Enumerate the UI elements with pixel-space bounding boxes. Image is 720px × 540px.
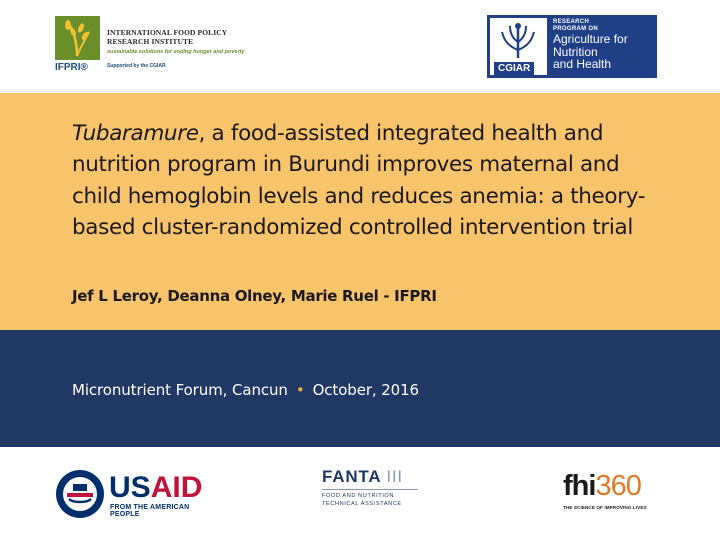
cgiar-plant-icon <box>490 18 547 62</box>
slide-authors: Jef L Leroy, Deanna Olney, Marie Ruel - IFPRI <box>72 287 437 305</box>
cgiar-line5: and Health <box>553 57 612 71</box>
cgiar-a4nh-logo <box>487 15 657 78</box>
fanta-word: FANTA <box>322 467 381 486</box>
event-date: October, 2016 <box>312 381 420 399</box>
slide-title <box>72 118 672 243</box>
fhi360-wordmark <box>563 471 663 501</box>
usaid-aid: AID <box>150 471 203 504</box>
usaid-wordmark <box>109 473 202 503</box>
bullet-separator: • <box>295 381 305 399</box>
usaid-seal-icon <box>55 469 105 519</box>
cgiar-line1: RESEARCH <box>553 19 590 25</box>
event-line <box>72 381 419 399</box>
fanta-sub-line2: TECHNICAL ASSISTANCE <box>322 500 402 507</box>
cgiar-line3: Agriculture for <box>553 32 628 46</box>
fanta-sub-line1: FOOD AND NUTRITION <box>322 493 395 499</box>
event-name: Micronutrient Forum, Cancun <box>72 381 288 399</box>
ifpri-logo <box>55 16 285 78</box>
fanta-wordmark <box>322 467 422 487</box>
usaid-subtitle: FROM THE AMERICAN PEOPLE <box>110 504 190 518</box>
usaid-us: US <box>109 471 151 504</box>
ifpri-name-line2: RESEARCH INSTITUTE <box>107 37 194 46</box>
fanta-divider <box>322 489 418 490</box>
cgiar-line2: PROGRAM ON <box>553 26 598 32</box>
ifpri-tagline: sustainable solutions for ending hunger and poverty <box>107 49 245 55</box>
fanta-number: III <box>386 467 403 486</box>
title-program-name: Tubaramure <box>72 121 199 146</box>
cgiar-program-text <box>553 19 628 71</box>
fanta-logo <box>322 467 422 517</box>
fhi-word: fhi <box>563 470 596 502</box>
fhi-number: 360 <box>595 470 641 502</box>
cgiar-mark <box>490 18 547 75</box>
fhi360-logo <box>563 471 663 517</box>
cgiar-word: CGIAR <box>494 62 534 75</box>
usaid-logo <box>55 469 215 519</box>
logo-header <box>0 0 720 93</box>
cgiar-line4: Nutrition <box>553 44 598 59</box>
title-rest: , a food-assisted integrated health and nutrition program in Burundi improves maternal and child hemoglobin levels and reduces anemia: a theory-based cluster-randomized controlled intervention trial <box>72 121 646 240</box>
ifpri-acronym: IFPRI® <box>55 62 88 73</box>
ifpri-name <box>107 28 245 69</box>
ifpri-name-line1: INTERNATIONAL FOOD POLICY <box>107 28 228 37</box>
fhi360-tagline: THE SCIENCE OF IMPROVING LIVES <box>563 505 647 510</box>
ifpri-supported: Supported by the CGIAR <box>107 63 166 69</box>
